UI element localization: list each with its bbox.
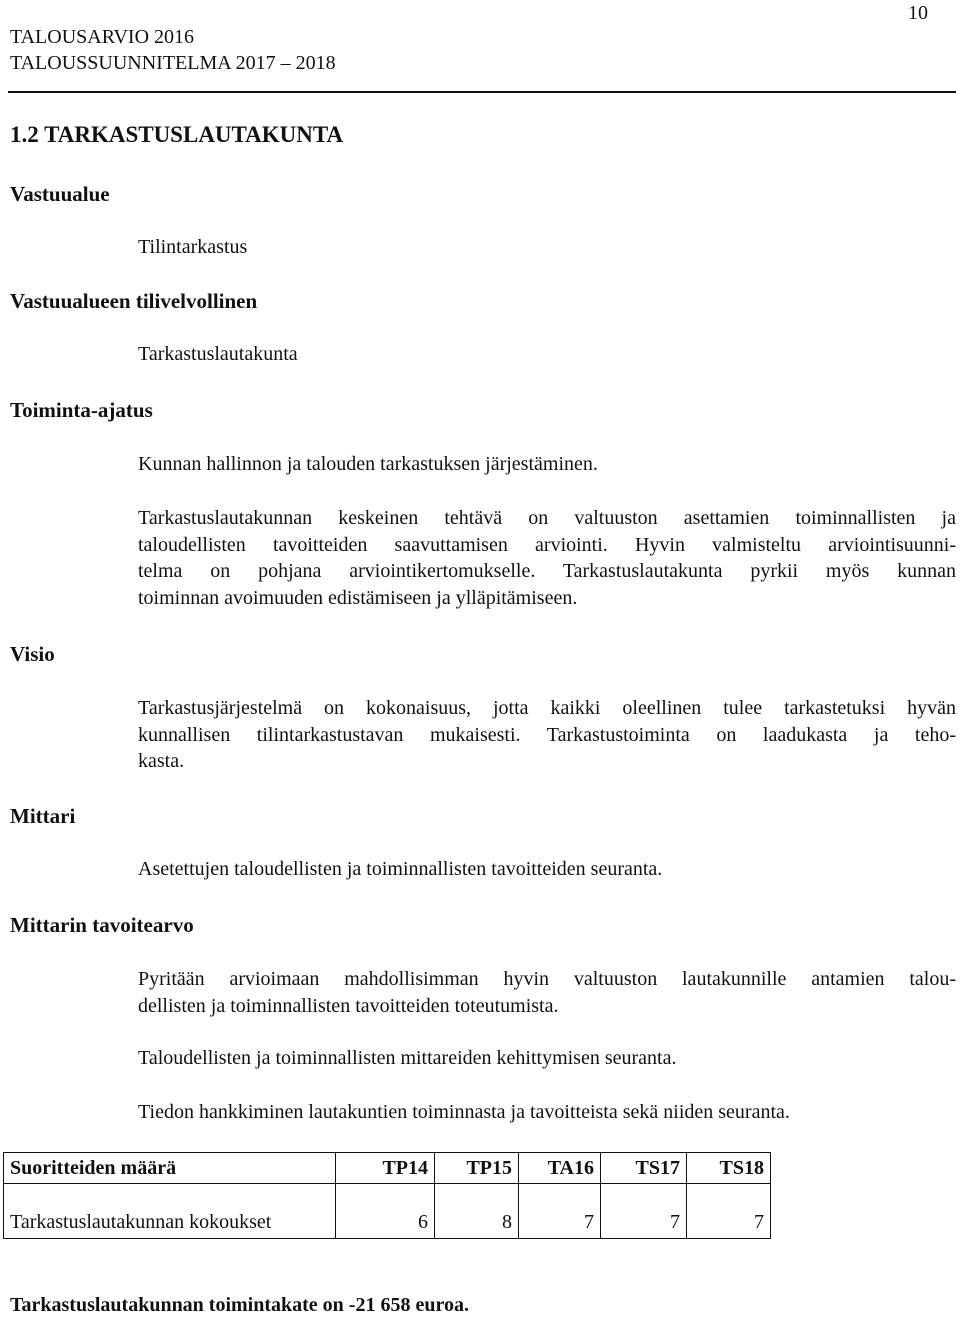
table-header-cell: TA16 — [519, 1153, 601, 1184]
table-cell: Tarkastuslautakunnan kokoukset — [4, 1208, 336, 1239]
label-tilivelvollinen: Vastuualueen tilivelvollinen — [10, 289, 258, 313]
label-toiminta-ajatus: Toiminta-ajatus — [10, 398, 153, 422]
operating-margin-statement: Tarkastuslautakunnan toimintakate on -21 658 euroa. — [10, 1294, 469, 1316]
header-divider — [8, 91, 956, 93]
paragraph-line: Tarkastuslautakunnan keskeinen tehtävä on valtuuston asettamien toiminnallisten ja — [138, 507, 956, 529]
paragraph-line: telma on pohjana arviointikertomukselle. Tarkastuslautakunta pyrkii myös kunnan — [138, 560, 956, 582]
table-cell: 7 — [687, 1208, 771, 1239]
label-visio: Visio — [10, 642, 55, 666]
tavoitearvo-paragraph — [138, 966, 956, 1019]
paragraph-line: toiminnan avoimuuden edistämiseen ja ylläpitämiseen. — [138, 586, 578, 609]
table-row — [4, 1208, 771, 1239]
table-header-cell: TP14 — [336, 1153, 435, 1184]
table-cell: 7 — [519, 1208, 601, 1239]
value-tilivelvollinen: Tarkastuslautakunta — [138, 343, 298, 365]
label-mittarin-tavoitearvo: Mittarin tavoitearvo — [10, 913, 194, 937]
section-title: 1.2 TARKASTUSLAUTAKUNTA — [10, 122, 344, 147]
table-cell: 6 — [336, 1208, 435, 1239]
table-cell: 7 — [601, 1208, 687, 1239]
table-header-row — [4, 1153, 771, 1184]
header-plan-title: TALOUSSUUNNITELMA 2017 – 2018 — [10, 52, 336, 74]
value-mittari: Asetettujen taloudellisten ja toiminnallisten tavoitteiden seuranta. — [138, 858, 663, 880]
label-mittari: Mittari — [10, 804, 76, 828]
paragraph-line: Tarkastusjärjestelmä on kokonaisuus, jotta kaikki oleellinen tulee tarkastetuksi hyvän — [138, 697, 956, 719]
paragraph-line: taloudellisten tavoitteiden saavuttamisen arviointi. Hyvin valmisteltu arviointisuunni- — [138, 533, 956, 556]
table-header-cell: Suoritteiden määrä — [4, 1153, 336, 1184]
value-tavoitearvo-3: Tiedon hankkiminen lautakuntien toiminnasta ja tavoitteista sekä niiden seuranta. — [138, 1101, 790, 1123]
toiminta-ajatus-paragraph — [138, 505, 956, 611]
paragraph-line: dellisten ja toiminnallisten tavoitteiden toteutumista. — [138, 994, 559, 1017]
paragraph-line: Pyritään arvioimaan mahdollisimman hyvin valtuuston lautakunnille antamien talou- — [138, 968, 956, 990]
visio-paragraph — [138, 695, 956, 775]
table-header-cell: TP15 — [435, 1153, 519, 1184]
value-vastuualue: Tilintarkastus — [138, 236, 248, 258]
paragraph-line: kasta. — [138, 750, 185, 772]
table-cell: 8 — [435, 1208, 519, 1239]
label-vastuualue: Vastuualue — [10, 182, 110, 206]
value-toiminta-ajatus: Kunnan hallinnon ja talouden tarkastuksen järjestäminen. — [138, 453, 598, 475]
table-header-cell: TS17 — [601, 1153, 687, 1184]
page-number: 10 — [908, 2, 928, 24]
performance-table — [3, 1152, 771, 1239]
value-tavoitearvo-2: Taloudellisten ja toiminnallisten mittareiden kehittymisen seuranta. — [138, 1047, 677, 1069]
table-spacer-row — [4, 1184, 771, 1208]
table-header-cell: TS18 — [687, 1153, 771, 1184]
paragraph-line: kunnallisen tilintarkastustavan mukaisesti. Tarkastustoiminta on laadukasta ja teho- — [138, 723, 956, 746]
header-budget-title: TALOUSARVIO 2016 — [10, 26, 195, 48]
